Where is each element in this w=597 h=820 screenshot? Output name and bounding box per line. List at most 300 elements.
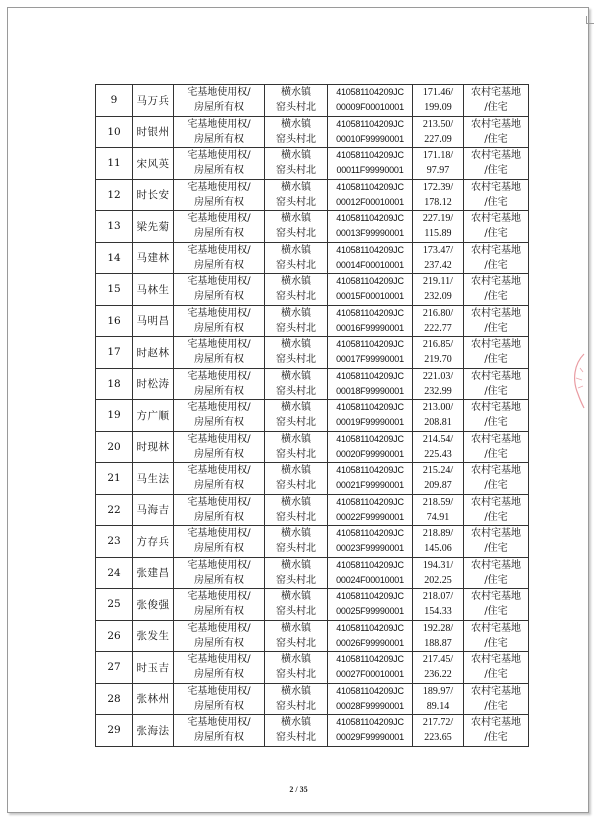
- row-number-cell: 12: [96, 179, 133, 211]
- location-cell-line: 横水镇: [281, 717, 311, 729]
- row-number-cell: 11: [96, 148, 133, 180]
- land-use-cell-line: 农村宅基地: [471, 276, 521, 288]
- parcel-code-cell-line: 410581104209JC: [336, 150, 404, 161]
- area-cell: [413, 85, 464, 117]
- location-cell-line: 横水镇: [281, 87, 311, 99]
- area-cell-line: 227.19/: [422, 213, 454, 225]
- land-use-cell: [464, 715, 529, 747]
- location-cell: [265, 305, 328, 337]
- right-type-cell-line: 房屋所有权: [194, 133, 244, 145]
- table-row: [96, 211, 529, 243]
- right-type-cell: [174, 211, 265, 243]
- land-use-cell-line: 农村宅基地: [471, 528, 521, 540]
- right-type-cell-line: 房屋所有权: [194, 732, 244, 744]
- location-cell-line: 窑头村北: [276, 291, 316, 303]
- table-row: [96, 337, 529, 369]
- location-cell-line: 窑头村北: [276, 322, 316, 334]
- parcel-code-cell-line: 410581104209JC: [336, 402, 404, 413]
- right-type-cell-line: 房屋所有权: [194, 354, 244, 366]
- area-cell-line: 199.09: [424, 102, 452, 114]
- location-cell: [265, 715, 328, 747]
- table-row: [96, 526, 529, 558]
- page-number: 2 / 35: [289, 785, 308, 794]
- location-cell: [265, 274, 328, 306]
- owner-name-cell: 时银州: [133, 116, 174, 148]
- parcel-code-cell: [328, 620, 413, 652]
- area-cell: [413, 463, 464, 495]
- parcel-code-cell-line: 410581104209JC: [336, 717, 404, 728]
- row-number-cell: 15: [96, 274, 133, 306]
- land-use-cell: [464, 683, 529, 715]
- owner-name-cell: 宋风英: [133, 148, 174, 180]
- parcel-code-cell-line: 00022F99990001: [336, 511, 404, 522]
- right-type-cell-line: 房屋所有权: [194, 606, 244, 618]
- parcel-code-cell: [328, 494, 413, 526]
- right-type-cell-line: 宅基地使用权/: [187, 87, 251, 99]
- parcel-code-cell-line: 00010F99990001: [336, 133, 404, 144]
- owner-name-cell: 马建林: [133, 242, 174, 274]
- right-type-cell-line: 宅基地使用权/: [187, 717, 251, 729]
- location-cell: [265, 337, 328, 369]
- right-type-cell-line: 宅基地使用权/: [187, 181, 251, 193]
- area-cell-line: 154.33: [424, 606, 452, 618]
- location-cell-line: 横水镇: [281, 528, 311, 540]
- area-cell-line: 202.25: [424, 574, 452, 586]
- land-use-cell-line: 农村宅基地: [471, 496, 521, 508]
- location-cell-line: 窑头村北: [276, 543, 316, 555]
- parcel-code-cell-line: 00016F99990001: [336, 322, 404, 333]
- table-row: [96, 368, 529, 400]
- page-corner-mark: [586, 16, 594, 24]
- right-type-cell: [174, 179, 265, 211]
- owner-name-cell: 梁先菊: [133, 211, 174, 243]
- location-cell-line: 窑头村北: [276, 165, 316, 177]
- right-type-cell: [174, 494, 265, 526]
- right-type-cell-line: 房屋所有权: [194, 291, 244, 303]
- area-cell: [413, 211, 464, 243]
- location-cell-line: 横水镇: [281, 307, 311, 319]
- right-type-cell-line: 房屋所有权: [194, 259, 244, 271]
- location-cell-line: 窑头村北: [276, 196, 316, 208]
- area-cell-line: 214.54/: [422, 433, 454, 445]
- owner-name-cell: 马海吉: [133, 494, 174, 526]
- right-type-cell-line: 房屋所有权: [194, 669, 244, 681]
- area-cell-line: 172.39/: [422, 181, 454, 193]
- parcel-code-cell: [328, 652, 413, 684]
- area-cell-line: 218.59/: [422, 496, 454, 508]
- right-type-cell-line: 宅基地使用权/: [187, 370, 251, 382]
- table-row: [96, 179, 529, 211]
- right-type-cell-line: 宅基地使用权/: [187, 339, 251, 351]
- land-use-cell-line: 农村宅基地: [471, 150, 521, 162]
- area-cell-line: 216.80/: [422, 307, 454, 319]
- area-cell-line: 219.11/: [423, 276, 453, 288]
- area-cell-line: 218.89/: [422, 528, 454, 540]
- right-type-cell: [174, 683, 265, 715]
- location-cell: [265, 368, 328, 400]
- land-use-cell-line: 农村宅基地: [471, 118, 521, 130]
- location-cell-line: 横水镇: [281, 339, 311, 351]
- location-cell-line: 横水镇: [281, 559, 311, 571]
- parcel-code-cell-line: 00026F99990001: [336, 637, 404, 648]
- location-cell: [265, 526, 328, 558]
- right-type-cell-line: 宅基地使用权/: [187, 685, 251, 697]
- parcel-code-cell: [328, 431, 413, 463]
- parcel-code-cell: [328, 179, 413, 211]
- area-cell: [413, 557, 464, 589]
- location-cell-line: 窑头村北: [276, 606, 316, 618]
- parcel-code-cell: [328, 274, 413, 306]
- area-cell: [413, 494, 464, 526]
- owner-name-cell: 马生法: [133, 463, 174, 495]
- location-cell-line: 窑头村北: [276, 259, 316, 271]
- parcel-code-cell-line: 410581104209JC: [336, 654, 404, 665]
- right-type-cell-line: 宅基地使用权/: [187, 276, 251, 288]
- location-cell: [265, 85, 328, 117]
- right-type-cell-line: 宅基地使用权/: [187, 433, 251, 445]
- location-cell-line: 窑头村北: [276, 480, 316, 492]
- area-cell: [413, 242, 464, 274]
- land-use-cell: [464, 116, 529, 148]
- parcel-code-cell: [328, 589, 413, 621]
- land-use-cell: [464, 148, 529, 180]
- owner-name-cell: 方存兵: [133, 526, 174, 558]
- right-type-cell-line: 房屋所有权: [194, 543, 244, 555]
- owner-name-cell: 时玉吉: [133, 652, 174, 684]
- parcel-code-cell-line: 00025F99990001: [336, 606, 404, 617]
- right-type-cell-line: 房屋所有权: [194, 165, 244, 177]
- table-row: [96, 400, 529, 432]
- land-use-cell-line: /住宅: [484, 133, 508, 145]
- location-cell-line: 横水镇: [281, 118, 311, 130]
- right-type-cell-line: 房屋所有权: [194, 322, 244, 334]
- right-type-cell-line: 房屋所有权: [194, 196, 244, 208]
- table-row: [96, 463, 529, 495]
- parcel-code-cell-line: 410581104209JC: [336, 276, 404, 287]
- row-number-cell: 21: [96, 463, 133, 495]
- land-use-cell: [464, 337, 529, 369]
- area-cell-line: 171.46/: [422, 87, 454, 99]
- owner-name-cell: 时现林: [133, 431, 174, 463]
- right-type-cell: [174, 652, 265, 684]
- area-cell-line: 89.14: [426, 700, 450, 712]
- location-cell-line: 窑头村北: [276, 732, 316, 744]
- area-cell-line: 192.28/: [422, 622, 454, 634]
- land-use-cell-line: /住宅: [484, 669, 508, 681]
- parcel-code-cell-line: 410581104209JC: [336, 559, 404, 570]
- area-cell-line: 216.85/: [422, 339, 454, 351]
- land-use-cell-line: /住宅: [484, 385, 508, 397]
- parcel-code-cell-line: 410581104209JC: [336, 433, 404, 444]
- parcel-code-cell-line: 00013F99990001: [336, 228, 404, 239]
- land-use-cell: [464, 431, 529, 463]
- area-cell: [413, 116, 464, 148]
- right-type-cell-line: 房屋所有权: [194, 102, 244, 114]
- parcel-code-cell: [328, 211, 413, 243]
- parcel-code-cell: [328, 85, 413, 117]
- parcel-code-cell: [328, 715, 413, 747]
- location-cell-line: 窑头村北: [276, 511, 316, 523]
- land-use-cell-line: 农村宅基地: [471, 654, 521, 666]
- land-use-cell-line: /住宅: [484, 291, 508, 303]
- land-use-cell-line: /住宅: [484, 196, 508, 208]
- right-type-cell-line: 房屋所有权: [194, 228, 244, 240]
- location-cell-line: 窑头村北: [276, 700, 316, 712]
- row-number-cell: 23: [96, 526, 133, 558]
- location-cell: [265, 463, 328, 495]
- land-use-cell-line: /住宅: [484, 543, 508, 555]
- area-cell-line: 115.89: [424, 228, 452, 240]
- table-row: [96, 274, 529, 306]
- table-row: [96, 715, 529, 747]
- parcel-code-cell-line: 410581104209JC: [336, 181, 404, 192]
- parcel-code-cell: [328, 526, 413, 558]
- location-cell-line: 窑头村北: [276, 133, 316, 145]
- land-use-cell-line: /住宅: [484, 606, 508, 618]
- land-use-cell: [464, 652, 529, 684]
- land-use-cell-line: /住宅: [484, 637, 508, 649]
- owner-name-cell: 时松涛: [133, 368, 174, 400]
- right-type-cell-line: 房屋所有权: [194, 448, 244, 460]
- land-use-cell: [464, 463, 529, 495]
- right-type-cell: [174, 463, 265, 495]
- land-use-cell-line: 农村宅基地: [471, 465, 521, 477]
- parcel-code-cell-line: 00011F99990001: [336, 165, 404, 176]
- location-cell: [265, 620, 328, 652]
- row-number-cell: 14: [96, 242, 133, 274]
- row-number-cell: 10: [96, 116, 133, 148]
- location-cell: [265, 116, 328, 148]
- area-cell-line: 189.97/: [422, 685, 454, 697]
- land-use-cell-line: /住宅: [484, 417, 508, 429]
- area-cell: [413, 620, 464, 652]
- area-cell-line: 219.70: [424, 354, 452, 366]
- area-cell: [413, 368, 464, 400]
- area-cell-line: 74.91: [426, 511, 450, 523]
- location-cell-line: 横水镇: [281, 276, 311, 288]
- table-row: [96, 305, 529, 337]
- location-cell: [265, 148, 328, 180]
- row-number-cell: 27: [96, 652, 133, 684]
- right-type-cell: [174, 557, 265, 589]
- land-use-cell-line: 农村宅基地: [471, 685, 521, 697]
- table-row: [96, 589, 529, 621]
- right-type-cell: [174, 526, 265, 558]
- owner-name-cell: 时赵林: [133, 337, 174, 369]
- area-cell-line: 232.99: [424, 385, 452, 397]
- right-type-cell: [174, 85, 265, 117]
- area-cell: [413, 148, 464, 180]
- table-row: [96, 116, 529, 148]
- right-type-cell: [174, 368, 265, 400]
- right-type-cell-line: 宅基地使用权/: [187, 118, 251, 130]
- parcel-code-cell: [328, 148, 413, 180]
- land-use-cell-line: 农村宅基地: [471, 433, 521, 445]
- parcel-code-cell-line: 410581104209JC: [336, 244, 404, 255]
- parcel-code-cell-line: 00020F99990001: [336, 448, 404, 459]
- row-number-cell: 18: [96, 368, 133, 400]
- red-seal-fragment: [566, 350, 586, 410]
- owner-name-cell: 张发生: [133, 620, 174, 652]
- location-cell-line: 窑头村北: [276, 574, 316, 586]
- right-type-cell: [174, 337, 265, 369]
- registry-table: [95, 84, 529, 747]
- land-use-cell: [464, 400, 529, 432]
- area-cell-line: 173.47/: [422, 244, 454, 256]
- table-row: [96, 431, 529, 463]
- area-cell-line: 171.18/: [422, 150, 454, 162]
- land-use-cell-line: 农村宅基地: [471, 402, 521, 414]
- right-type-cell: [174, 400, 265, 432]
- parcel-code-cell: [328, 557, 413, 589]
- registry-table-body: [96, 85, 529, 747]
- right-type-cell: [174, 431, 265, 463]
- area-cell-line: 232.09: [424, 291, 452, 303]
- area-cell-line: 237.42: [424, 259, 452, 271]
- location-cell-line: 窑头村北: [276, 228, 316, 240]
- area-cell: [413, 400, 464, 432]
- location-cell-line: 窑头村北: [276, 669, 316, 681]
- location-cell-line: 横水镇: [281, 370, 311, 382]
- location-cell: [265, 683, 328, 715]
- right-type-cell-line: 宅基地使用权/: [187, 559, 251, 571]
- land-use-cell-line: 农村宅基地: [471, 339, 521, 351]
- location-cell-line: 横水镇: [281, 213, 311, 225]
- area-cell: [413, 683, 464, 715]
- parcel-code-cell-line: 410581104209JC: [336, 685, 404, 696]
- location-cell-line: 横水镇: [281, 465, 311, 477]
- row-number-cell: 13: [96, 211, 133, 243]
- location-cell-line: 横水镇: [281, 181, 311, 193]
- parcel-code-cell-line: 410581104209JC: [336, 87, 404, 98]
- row-number-cell: 16: [96, 305, 133, 337]
- right-type-cell-line: 宅基地使用权/: [187, 622, 251, 634]
- right-type-cell-line: 宅基地使用权/: [187, 654, 251, 666]
- land-use-cell-line: /住宅: [484, 732, 508, 744]
- location-cell-line: 横水镇: [281, 591, 311, 603]
- owner-name-cell: 张俊强: [133, 589, 174, 621]
- land-use-cell-line: /住宅: [484, 228, 508, 240]
- row-number-cell: 17: [96, 337, 133, 369]
- right-type-cell: [174, 274, 265, 306]
- area-cell-line: 215.24/: [422, 465, 454, 477]
- row-number-cell: 9: [96, 85, 133, 117]
- location-cell-line: 横水镇: [281, 622, 311, 634]
- land-use-cell: [464, 368, 529, 400]
- right-type-cell-line: 房屋所有权: [194, 700, 244, 712]
- area-cell-line: 188.87: [424, 637, 452, 649]
- land-use-cell: [464, 494, 529, 526]
- row-number-cell: 20: [96, 431, 133, 463]
- location-cell: [265, 494, 328, 526]
- owner-name-cell: 时长安: [133, 179, 174, 211]
- location-cell-line: 横水镇: [281, 433, 311, 445]
- right-type-cell-line: 宅基地使用权/: [187, 496, 251, 508]
- area-cell: [413, 179, 464, 211]
- land-use-cell-line: 农村宅基地: [471, 307, 521, 319]
- land-use-cell-line: 农村宅基地: [471, 622, 521, 634]
- area-cell-line: 217.45/: [422, 654, 454, 666]
- land-use-cell-line: 农村宅基地: [471, 181, 521, 193]
- owner-name-cell: 马明昌: [133, 305, 174, 337]
- area-cell-line: 225.43: [424, 448, 452, 460]
- parcel-code-cell-line: 00012F00010001: [336, 196, 404, 207]
- row-number-cell: 28: [96, 683, 133, 715]
- location-cell-line: 横水镇: [281, 402, 311, 414]
- right-type-cell: [174, 620, 265, 652]
- parcel-code-cell-line: 410581104209JC: [336, 528, 404, 539]
- area-cell: [413, 715, 464, 747]
- right-type-cell-line: 宅基地使用权/: [187, 402, 251, 414]
- parcel-code-cell-line: 00014F00010001: [336, 259, 404, 270]
- right-type-cell: [174, 242, 265, 274]
- owner-name-cell: 马林生: [133, 274, 174, 306]
- area-cell-line: 222.77: [424, 322, 452, 334]
- table-row: [96, 242, 529, 274]
- location-cell: [265, 431, 328, 463]
- area-cell: [413, 305, 464, 337]
- land-use-cell: [464, 589, 529, 621]
- area-cell-line: 223.65: [424, 732, 452, 744]
- parcel-code-cell: [328, 337, 413, 369]
- area-cell-line: 194.31/: [422, 559, 454, 571]
- parcel-code-cell-line: 410581104209JC: [336, 465, 404, 476]
- area-cell: [413, 652, 464, 684]
- row-number-cell: 22: [96, 494, 133, 526]
- land-use-cell: [464, 242, 529, 274]
- area-cell-line: 213.50/: [422, 118, 454, 130]
- parcel-code-cell: [328, 242, 413, 274]
- area-cell-line: 218.07/: [422, 591, 454, 603]
- right-type-cell: [174, 715, 265, 747]
- area-cell-line: 236.22: [424, 669, 452, 681]
- right-type-cell-line: 房屋所有权: [194, 480, 244, 492]
- land-use-cell: [464, 620, 529, 652]
- location-cell: [265, 242, 328, 274]
- parcel-code-cell: [328, 683, 413, 715]
- land-use-cell-line: /住宅: [484, 165, 508, 177]
- area-cell-line: 97.97: [426, 165, 450, 177]
- area-cell-line: 213.00/: [422, 402, 454, 414]
- row-number-cell: 24: [96, 557, 133, 589]
- land-use-cell-line: /住宅: [484, 448, 508, 460]
- land-use-cell: [464, 85, 529, 117]
- land-use-cell-line: /住宅: [484, 700, 508, 712]
- land-use-cell-line: 农村宅基地: [471, 87, 521, 99]
- land-use-cell-line: /住宅: [484, 102, 508, 114]
- area-cell-line: 217.72/: [422, 717, 454, 729]
- area-cell-line: 178.12: [424, 196, 452, 208]
- right-type-cell-line: 房屋所有权: [194, 417, 244, 429]
- row-number-cell: 19: [96, 400, 133, 432]
- right-type-cell: [174, 116, 265, 148]
- right-type-cell-line: 房屋所有权: [194, 637, 244, 649]
- location-cell: [265, 589, 328, 621]
- parcel-code-cell-line: 410581104209JC: [336, 118, 404, 129]
- location-cell-line: 窑头村北: [276, 385, 316, 397]
- parcel-code-cell-line: 00023F99990001: [336, 543, 404, 554]
- land-use-cell-line: 农村宅基地: [471, 244, 521, 256]
- parcel-code-cell-line: 410581104209JC: [336, 370, 404, 381]
- right-type-cell-line: 房屋所有权: [194, 385, 244, 397]
- right-type-cell-line: 宅基地使用权/: [187, 591, 251, 603]
- table-row: [96, 683, 529, 715]
- area-cell-line: 208.81: [424, 417, 452, 429]
- land-use-cell-line: 农村宅基地: [471, 717, 521, 729]
- right-type-cell-line: 宅基地使用权/: [187, 213, 251, 225]
- right-type-cell-line: 宅基地使用权/: [187, 528, 251, 540]
- table-row: [96, 85, 529, 117]
